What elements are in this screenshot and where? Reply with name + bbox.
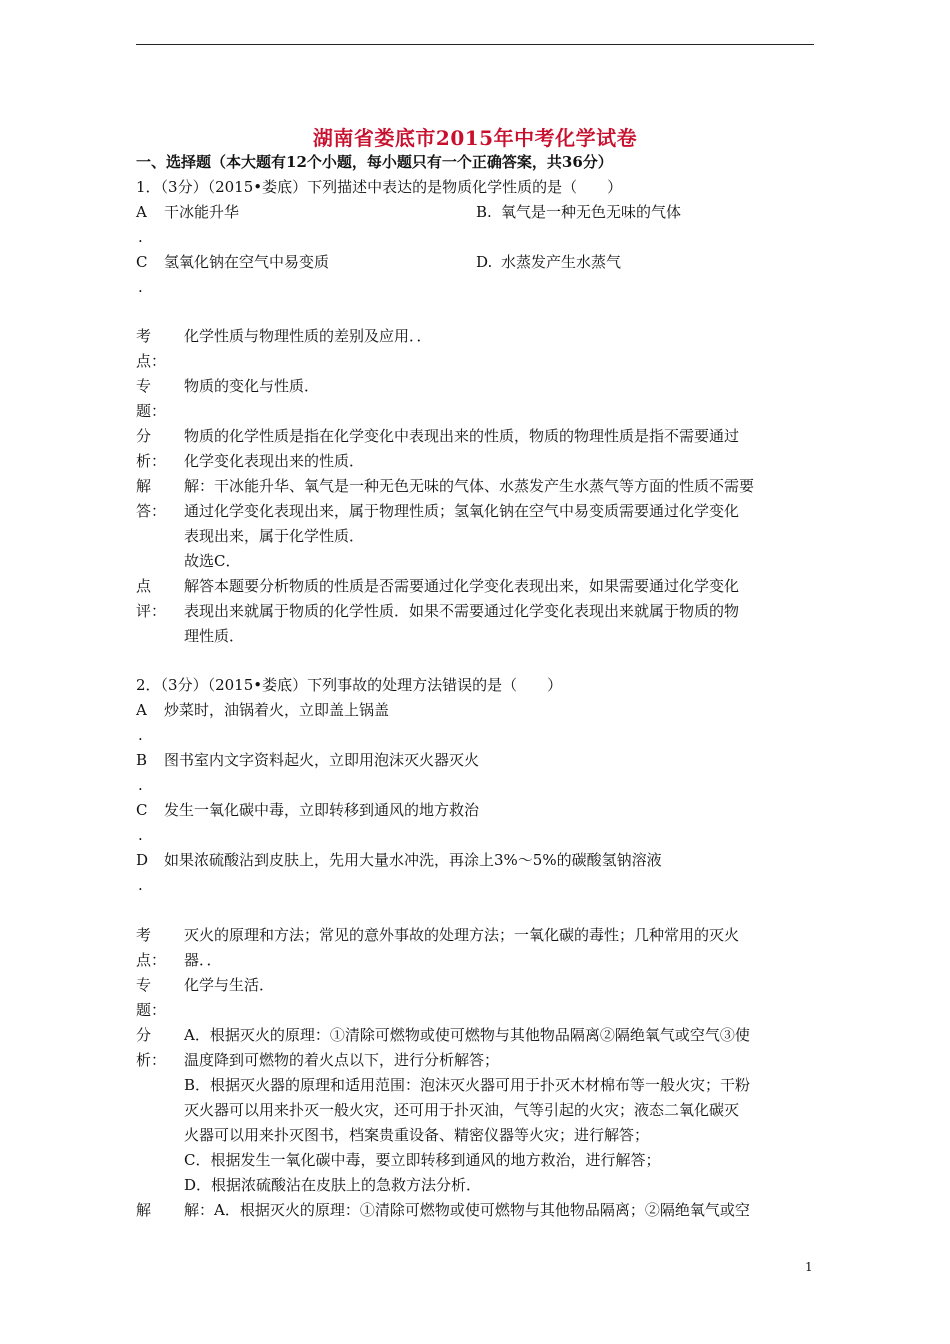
- section-heading: 一、选择题（本大题有12个小题，每小题只有一个正确答案，共36分）: [136, 153, 613, 171]
- q2-dot-2: .: [138, 776, 143, 794]
- q1-label-kaodian-1: 考: [136, 327, 152, 345]
- q2-fenxi-line-1: A．根据灭火的原理：①清除可燃物或使可燃物与其他物品隔离②隔绝氧气或空气③使: [184, 1026, 750, 1044]
- q1-label-jieda-2: 答：: [136, 502, 167, 520]
- q2-dot-1: .: [138, 726, 143, 744]
- q2-fenxi-line-6: C．根据发生一氧化碳中毒，要立即转移到通风的地方救治，进行解答；: [184, 1151, 661, 1169]
- q1-fenxi-line-1: 物质的化学性质是指在化学变化中表现出来的性质，物质的物理性质是指不需要通过: [184, 427, 740, 445]
- q1-jieda-line-4: 故选C．: [184, 552, 241, 570]
- q2-label-jieda: 解: [136, 1201, 152, 1219]
- q2-stem: 2．（3分）（2015•娄底）下列事故的处理方法错误的是（ ）: [136, 676, 563, 694]
- q2-option-b-letter: B: [136, 751, 148, 769]
- q1-dot-2: .: [138, 278, 143, 296]
- q1-label-fenxi-1: 分: [136, 427, 152, 445]
- page-number: 1: [805, 1260, 813, 1274]
- q2-fenxi-line-3: B．根据灭火器的原理和适用范围：泡沫灭火器可用于扑灭木材棉布等一般火灾；干粉: [184, 1076, 751, 1094]
- q1-dianping-line-1: 解答本题要分析物质的性质是否需要通过化学变化表现出来，如果需要通过化学变化: [184, 577, 740, 595]
- q1-option-a-letter: A: [136, 203, 147, 221]
- q1-label-zhuanti-2: 题：: [136, 402, 167, 420]
- q1-stem: 1．（3分）（2015•娄底）下列描述中表达的是物质化学性质的是（ ）: [136, 178, 623, 196]
- q2-dot-4: .: [138, 876, 143, 894]
- q1-jieda-line-1: 解：干冰能升华、氧气是一种无色无味的气体、水蒸发产生水蒸气等方面的性质不需要: [184, 477, 755, 495]
- q2-kaodian-line-1: 灭火的原理和方法；常见的意外事故的处理方法；一氧化碳的毒性；几种常用的灭火: [184, 926, 740, 944]
- q2-fenxi-line-5: 火器可以用来扑灭图书，档案贵重设备、精密仪器等火灾；进行解答；: [184, 1126, 650, 1144]
- q2-label-fenxi-2: 析：: [136, 1051, 167, 1069]
- q1-option-a-text: 干冰能升华: [164, 203, 240, 221]
- q2-option-a-letter: A: [136, 701, 147, 719]
- q1-option-c-text: 氢氧化钠在空气中易变质: [164, 253, 330, 271]
- q2-option-c-text: 发生一氧化碳中毒，立即转移到通风的地方救治: [164, 801, 480, 819]
- q1-label-dianping-2: 评：: [136, 602, 167, 620]
- q2-fenxi-line-7: D．根据浓硫酸沾在皮肤上的急救方法分析．: [184, 1176, 482, 1194]
- q2-label-kaodian-1: 考: [136, 926, 152, 944]
- q1-label-zhuanti-1: 专: [136, 377, 152, 395]
- q2-fenxi-line-2: 温度降到可燃物的着火点以下，进行分析解答；: [184, 1051, 500, 1069]
- q1-option-d-text: 水蒸发产生水蒸气: [501, 253, 622, 271]
- q2-kaodian-line-2: 器．．: [184, 951, 222, 969]
- q1-option-b-text: 氧气是一种无色无味的气体: [501, 203, 682, 221]
- q1-label-jieda-1: 解: [136, 477, 152, 495]
- q1-zhuanti: 物质的变化与性质．: [184, 377, 320, 395]
- q2-label-fenxi-1: 分: [136, 1026, 152, 1044]
- q1-option-b-letter: B.: [476, 203, 492, 221]
- q2-dot-3: .: [138, 826, 143, 844]
- q1-label-fenxi-2: 析：: [136, 452, 167, 470]
- q2-option-a-text: 炒菜时，油锅着火，立即盖上锅盖: [164, 701, 390, 719]
- q2-label-zhuanti-1: 专: [136, 976, 152, 994]
- q2-jieda-line-1: 解：A．根据灭火的原理：①清除可燃物或使可燃物与其他物品隔离；②隔绝氧气或空: [184, 1201, 750, 1219]
- q1-label-dianping-1: 点: [136, 577, 152, 595]
- q2-label-kaodian-2: 点：: [136, 951, 167, 969]
- header-rule: [136, 44, 814, 45]
- page-title: 湖南省娄底市2015年中考化学试卷: [312, 126, 638, 150]
- q1-jieda-line-3: 表现出来，属于化学性质．: [184, 527, 365, 545]
- q1-dianping-line-2: 表现出来就属于物质的化学性质．如果不需要通过化学变化表现出来就属于物质的物: [184, 602, 740, 620]
- q2-option-c-letter: C: [136, 801, 148, 819]
- q2-fenxi-line-4: 灭火器可以用来扑灭一般火灾，还可用于扑灭油，气等引起的火灾；液态二氧化碳灭: [184, 1101, 740, 1119]
- q1-option-c-letter: C: [136, 253, 148, 271]
- q1-fenxi-line-2: 化学变化表现出来的性质．: [184, 452, 365, 470]
- q1-dot-1: .: [138, 228, 143, 246]
- q1-kaodian: 化学性质与物理性质的差别及应用．．: [184, 327, 432, 345]
- q2-label-zhuanti-2: 题：: [136, 1001, 167, 1019]
- q1-jieda-line-2: 通过化学变化表现出来，属于物理性质；氢氧化钠在空气中易变质需要通过化学变化: [184, 502, 740, 520]
- q1-dianping-line-3: 理性质．: [184, 627, 245, 645]
- q2-option-b-text: 图书室内文字资料起火，立即用泡沫灭火器灭火: [164, 751, 480, 769]
- q2-option-d-text: 如果浓硫酸沾到皮肤上，先用大量水冲洗，再涂上3%～5%的碳酸氢钠溶液: [164, 851, 662, 869]
- q2-option-d-letter: D: [136, 851, 149, 869]
- q1-option-d-letter: D.: [476, 253, 493, 271]
- q2-zhuanti: 化学与生活．: [184, 976, 275, 994]
- q1-label-kaodian-2: 点：: [136, 352, 167, 370]
